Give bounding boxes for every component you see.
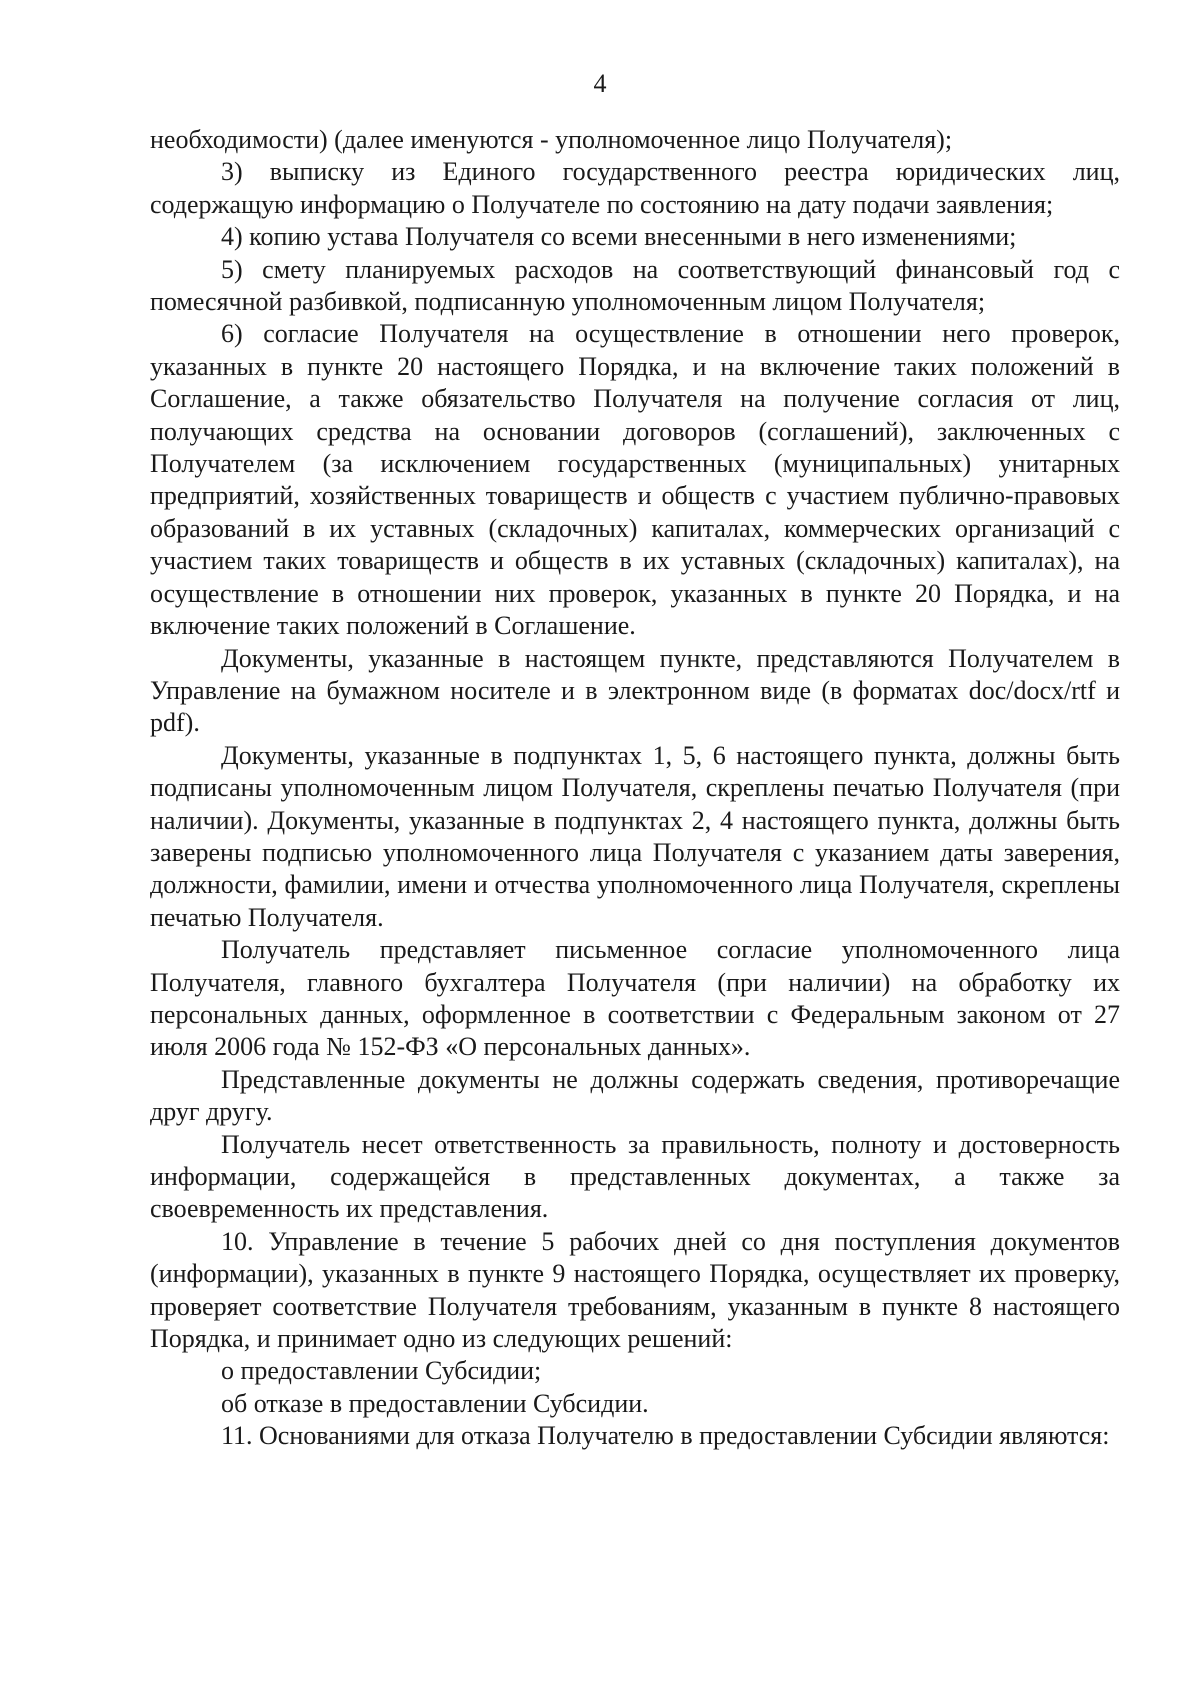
paragraph-clause-10: 10. Управление в течение 5 рабочих дней со дня поступления документов (информации), указанных в пункте 9 настоящего Порядка, осуществляет их проверку, проверяет соответствие Получателя требованиям, указанным в пункте 8 настоящего Порядка, и принимает одно из следующих решений:: [150, 1226, 1120, 1354]
paragraph-item-4: 4) копию устава Получателя со всеми внесенными в него изменениями;: [221, 222, 1017, 252]
paragraph-responsibility: Получатель несет ответственность за правильность, полноту и достоверность информации, содержащейся в представленных документах, а также за своевременность их представления.: [150, 1129, 1120, 1224]
paragraph-continuation: необходимости) (далее именуются - уполномоченное лицо Получателя);: [150, 125, 953, 154]
page-number: 4: [593, 69, 607, 98]
paragraph-documents-submission: Документы, указанные в настоящем пункте, представляются Получателем в Управление на бумажном носителе и в электронном виде (в форматах doc/docx/rtf и pdf).: [150, 643, 1120, 738]
paragraph-decision-refuse: об отказе в предоставлении Субсидии.: [221, 1388, 649, 1418]
paragraph-personal-data-consent: Получатель представляет письменное согласие уполномоченного лица Получателя, главного бухгалтера Получателя (при наличии) на обработку их персональных данных, оформленное в соответствии с Федеральным законом от 27 июля 2006 года № 152-ФЗ «О персональных данных».: [150, 935, 1120, 1062]
paragraph-item-3: 3) выписку из Единого государственного реестра юридических лиц, содержащую информацию о Получателе по состоянию на дату подачи заявления;: [150, 157, 1120, 219]
paragraph-decision-grant: о предоставлении Субсидии;: [221, 1356, 542, 1386]
document-body: [150, 124, 1120, 1453]
paragraph-item-5: 5) смету планируемых расходов на соответствующий финансовый год с помесячной разбивкой, подписанную уполномоченным лицом Получателя;: [150, 254, 1120, 317]
paragraph-no-contradictions: Представленные документы не должны содержать сведения, противоречащие друг другу.: [150, 1064, 1120, 1127]
paragraph-item-6: 6) согласие Получателя на осуществление в отношении него проверок, указанных в пункте 20 настоящего Порядка, и на включение таких положений в Соглашение, а также обязательство Получателя на получение согласия от лиц, получающих средства на основании договоров (соглашений), заключенных с Получателем (за исключением государственных (муниципальных) унитарных предприятий, хозяйственных товариществ и обществ с участием публично-правовых образований в их уставных (складочных) капиталах, коммерческих организаций с участием таких товариществ и обществ в их уставных (складочных) капиталах), на осуществление в отношении них проверок, указанных в пункте 20 Порядка, и на включение таких положений в Соглашение.: [150, 319, 1120, 641]
paragraph-clause-11: 11. Основаниями для отказа Получателю в предоставлении Субсидии являются:: [221, 1421, 1110, 1451]
paragraph-documents-signing: Документы, указанные в подпунктах 1, 5, 6 настоящего пункта, должны быть подписаны уполномоченным лицом Получателя, скреплены печатью Получателя (при наличии). Документы, указанные в подпунктах 2, 4 настоящего пункта, должны быть заверены подписью уполномоченного лица Получателя с указанием даты заверения, должности, фамилии, имени и отчества уполномоченного лица Получателя, скреплены печатью Получателя.: [150, 740, 1120, 932]
